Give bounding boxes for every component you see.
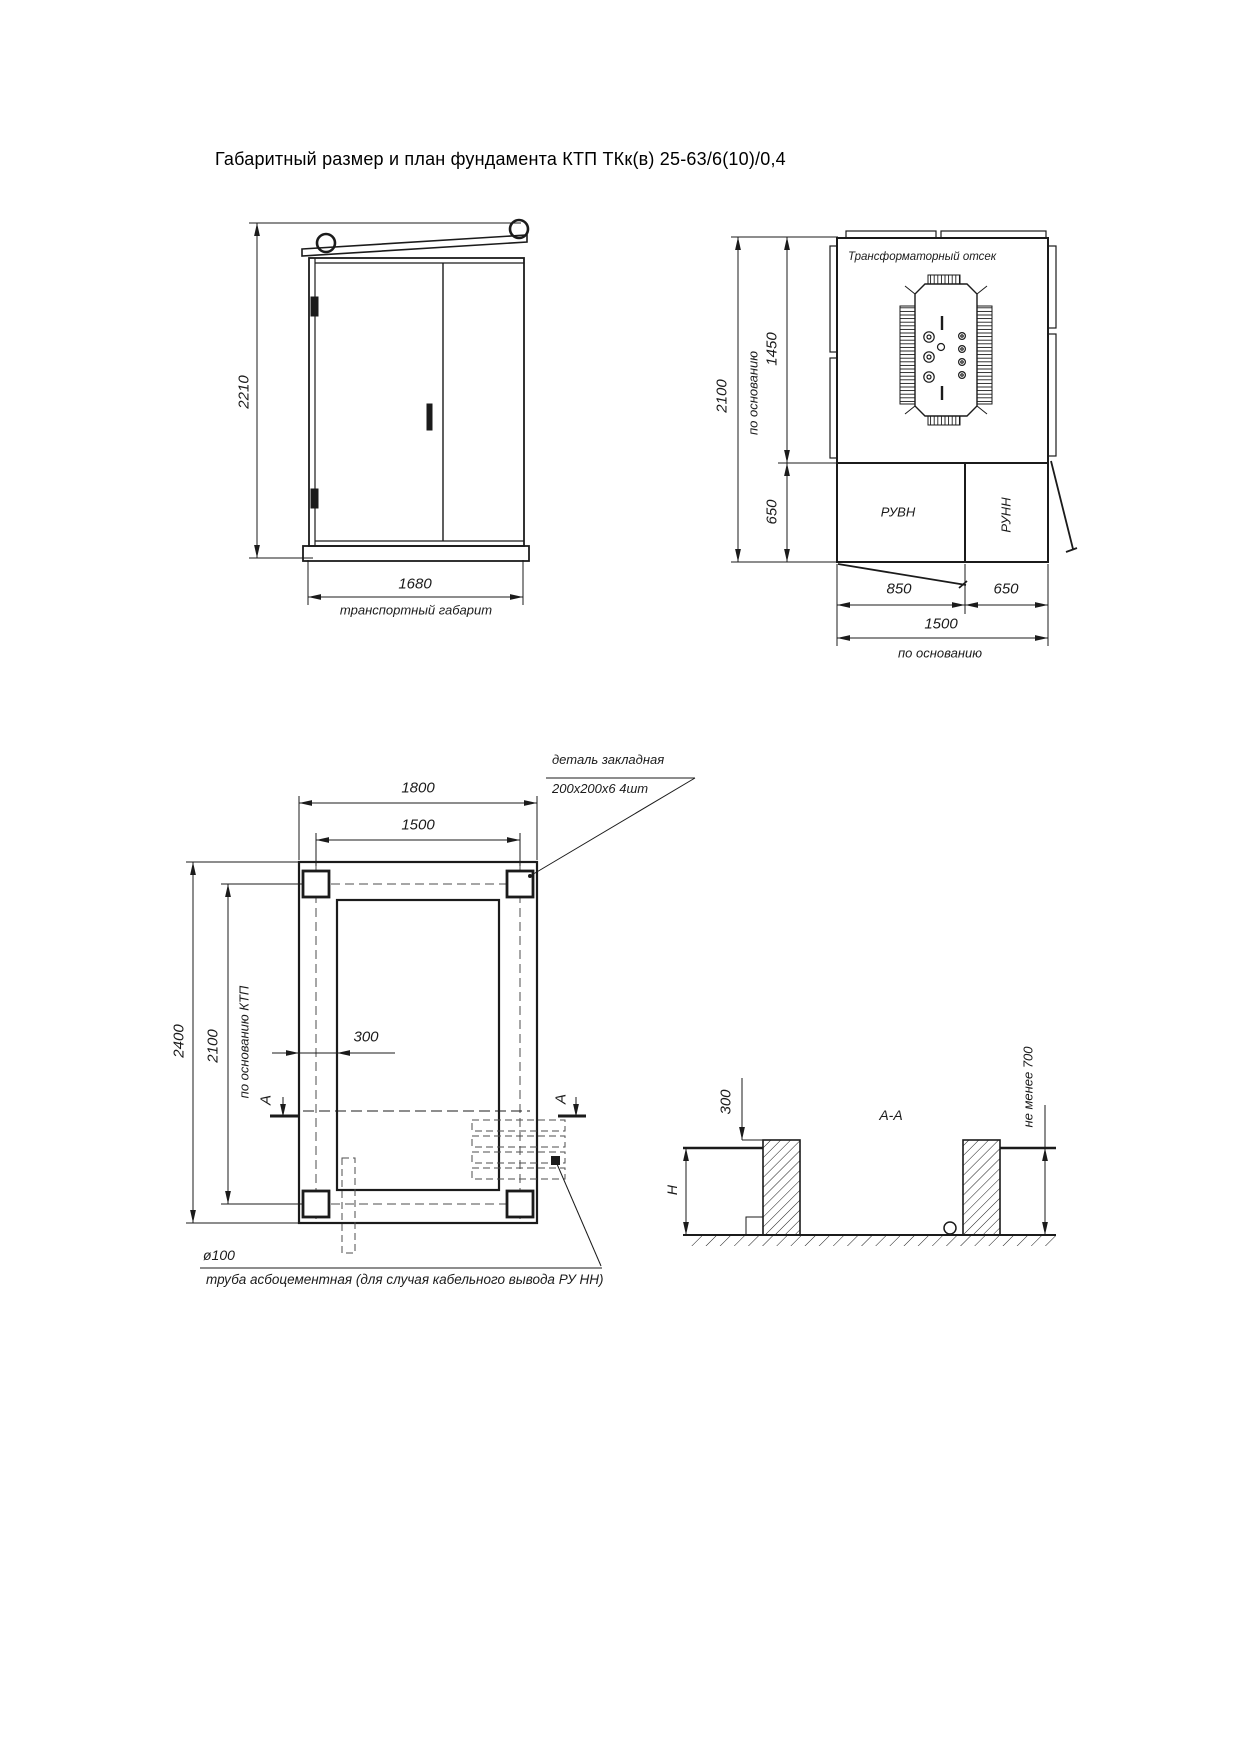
foundation-outer-width-dim: 1800 <box>401 779 435 797</box>
side-door-left-lower <box>830 358 837 458</box>
side-door-right-upper <box>1048 246 1056 328</box>
section-letter-right: А <box>552 1093 570 1105</box>
section-view <box>683 1078 1056 1246</box>
section-depth-dim: не менее 700 <box>1020 1046 1036 1128</box>
section-letter-left: А <box>257 1094 275 1106</box>
transformer-compartment-label: Трансформаторный отсек <box>848 251 997 263</box>
ground-hatch <box>688 1235 1056 1246</box>
plan-width-total-dim: 1500 <box>924 615 958 633</box>
front-width-caption: транспортный габарит <box>339 602 493 618</box>
lifting-ring-left <box>317 234 335 252</box>
pipes-leader-marker <box>551 1156 560 1165</box>
transformer-center-mark <box>938 344 945 351</box>
pier-right <box>963 1140 1000 1235</box>
foundation-plates-height-dim: 2100 <box>204 1029 222 1063</box>
door-handle <box>427 404 432 430</box>
transformer-corner-tabs <box>905 286 987 414</box>
footing-step <box>746 1217 763 1235</box>
roof-tab-left <box>846 231 936 238</box>
pier-left <box>763 1140 800 1235</box>
open-door-right <box>1051 461 1077 552</box>
hv-compartment-label: РУВН <box>880 504 916 520</box>
door-hinge-bottom <box>311 489 318 508</box>
front-width-dim: 1680 <box>398 575 432 593</box>
section-300-dim: 300 <box>717 1089 735 1115</box>
pipes-leader-line <box>557 1164 601 1266</box>
transformer-plan <box>900 275 992 425</box>
transformer-tank <box>915 284 977 416</box>
pipe-caption: труба асбоцементная (для случая кабельного вывода РУ НН) <box>206 1272 604 1287</box>
foundation-plan <box>186 778 695 1268</box>
hv-bushings <box>924 332 934 382</box>
section-height-dim: Н <box>664 1184 680 1196</box>
plan-transformer-depth-dim: 1450 <box>763 332 781 366</box>
plan-width-note: по основанию <box>898 645 982 661</box>
side-door-right-lower <box>1048 334 1056 456</box>
embed-detail-label-line1: деталь закладная <box>552 752 665 767</box>
cable-pipe-vertical <box>342 1158 355 1253</box>
transformer-fins-left <box>900 306 915 404</box>
foundation-base-note: по основанию КТП <box>236 985 252 1099</box>
transformer-fins-bottom <box>928 416 960 425</box>
extension-lines <box>249 223 523 605</box>
door-hinge-top <box>311 297 318 316</box>
plan-hv-width-dim: 850 <box>886 580 912 598</box>
pipe-section-circle <box>944 1222 956 1234</box>
pipe-diameter-label: ø100 <box>203 1247 235 1263</box>
cabinet-body <box>309 258 524 546</box>
plan-depth-note: по основанию <box>745 351 761 435</box>
side-door-left-upper <box>830 246 837 352</box>
foundation-plates-width-dim: 1500 <box>401 816 435 834</box>
front-view <box>249 220 529 605</box>
cabinet-base <box>303 546 529 561</box>
foundation-wall-dim: 300 <box>353 1028 379 1046</box>
transformer-fins-right <box>977 306 992 404</box>
foundation-outer-wall <box>299 862 537 1223</box>
front-height-dim: 2210 <box>235 375 253 409</box>
embed-detail-label-line2: 200х200х6 4шт <box>552 781 649 796</box>
cable-pipes-horizontal <box>472 1120 565 1179</box>
section-title: А-А <box>879 1107 903 1123</box>
lv-bushings <box>959 333 966 379</box>
lv-compartment-label: РУНН <box>998 497 1014 533</box>
roof-tab-right <box>941 231 1046 238</box>
plan-depth-total-dim: 2100 <box>713 379 731 413</box>
drawing-title: Габаритный размер и план фундамента КТП ТКк(в) 25-63/6(10)/0,4 <box>215 149 786 169</box>
plan-switchgear-depth-dim: 650 <box>763 499 781 525</box>
transformer-fins-top <box>928 275 960 284</box>
foundation-outer-height-dim: 2400 <box>170 1024 188 1058</box>
plan-lv-width-dim: 650 <box>993 580 1019 598</box>
